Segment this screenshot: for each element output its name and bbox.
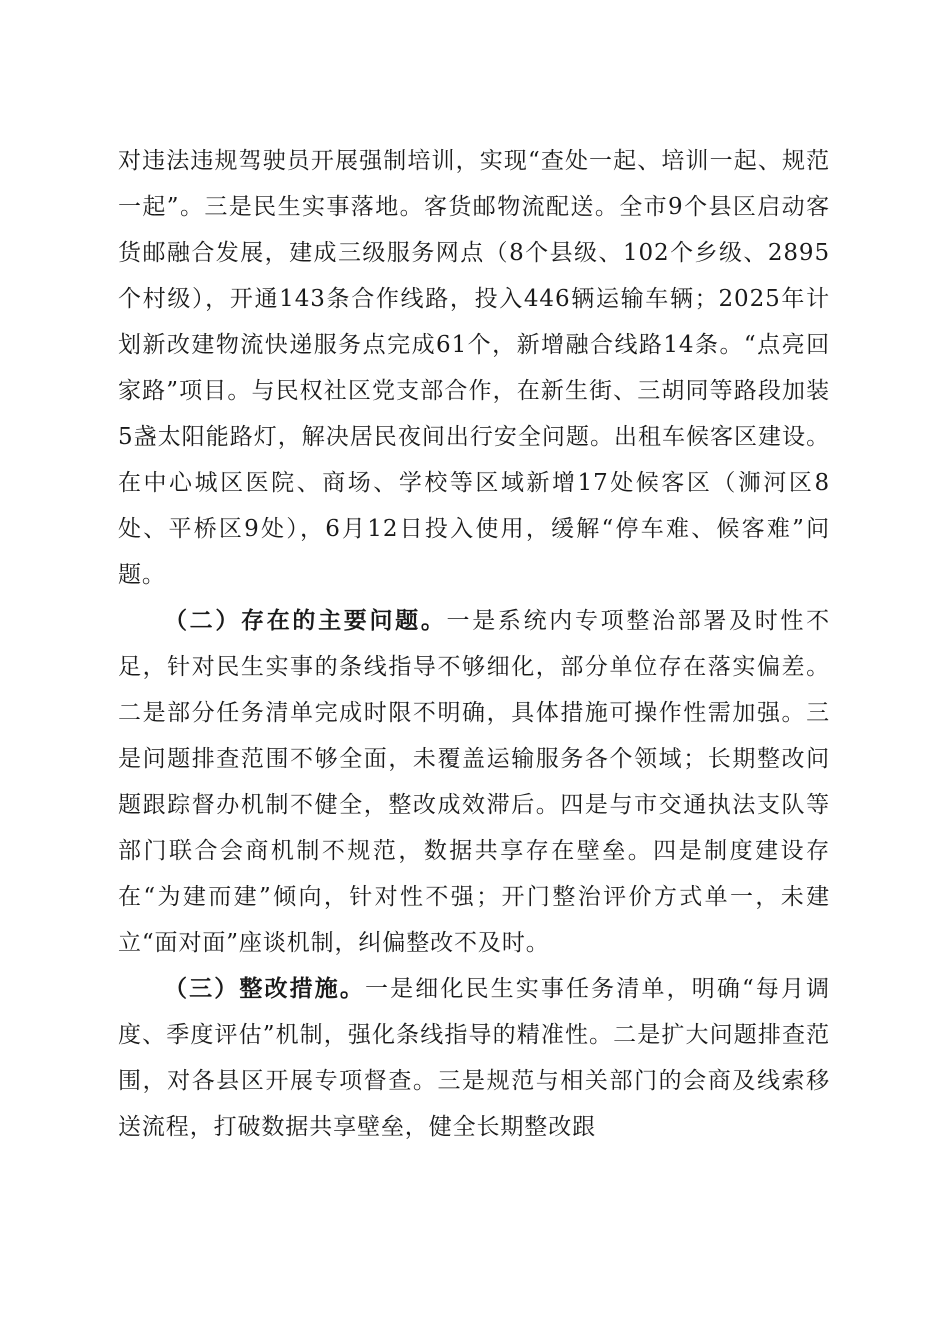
section-heading: （二）存在的主要问题。 [164, 607, 447, 634]
paragraph-rectification-measures [118, 966, 830, 1150]
paragraph-main-problems [118, 598, 830, 966]
paragraph-text: 一是系统内专项整治部署及时性不足，针对民生实事的条线指导不够细化，部分单位存在落实偏差。二是部分任务清单完成时限不明确，具体措施可操作性需加强。三是问题排查范围不够全面，未覆盖运输服务各个领域；长期整改问题跟踪督办机制不健全，整改成效滞后。四是与市交通执法支队等部门联合会商机制不规范，数据共享存在壁垒。四是制度建设存在“为建而建”倾向，针对性不强；开门整治评价方式单一，未建立“面对面”座谈机制，纠偏整改不及时。 [118, 608, 831, 956]
paragraph-text: 一是细化民生实事任务清单，明确“每月调度、季度评估”机制，强化条线指导的精准性。二是扩大问题排查范围，对各县区开展专项督查。三是规范与相关部门的会商及线索移送流程，打破数据共享壁垒，健全长期整改跟 [118, 976, 831, 1140]
section-heading: （三）整改措施。 [164, 975, 366, 1002]
paragraph-text: 对违法违规驾驶员开展强制培训，实现“查处一起、培训一起、规范一起”。三是民生实事落地。客货邮物流配送。全市9个县区启动客货邮融合发展，建成三级服务网点（8个县级、102个乡级、2895个村级），开通143条合作线路，投入446辆运输车辆；2025年计划新改建物流快递服务点完成61个，新增融合线路14条。“点亮回家路”项目。与民权社区党支部合作，在新生街、三胡同等路段加装5盏太阳能路灯，解决居民夜间出行安全问题。出租车候客区建设。在中心城区医院、商场、学校等区域新增17处候客区（浉河区8处、平桥区9处），6月12日投入使用，缓解“停车难、候客难”问题。 [118, 148, 830, 588]
paragraph-continuation [118, 138, 830, 598]
document-body [118, 138, 830, 1150]
